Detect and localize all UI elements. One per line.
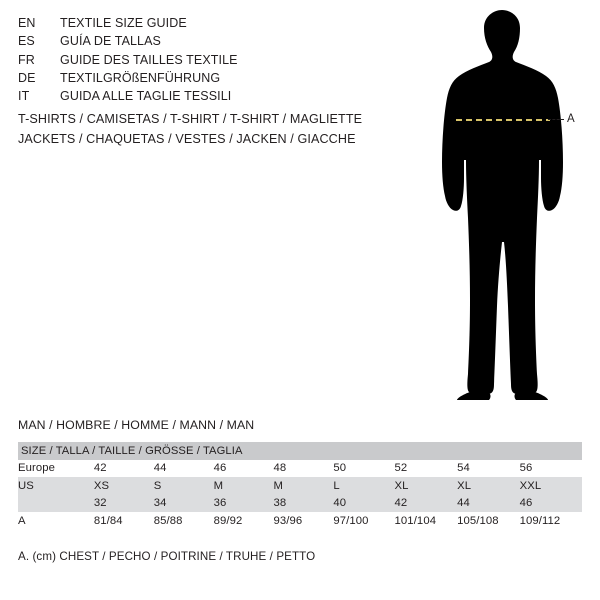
cell: M [273,477,333,495]
cell: 85/88 [154,512,214,530]
language-code: DE [18,70,36,85]
cell: 42 [94,460,154,478]
silhouette-icon [396,10,596,400]
language-header-block [18,14,388,105]
cell: 46 [214,460,274,478]
garment-type-block [18,110,418,149]
cell: 38 [273,495,333,513]
language-row [18,51,388,69]
language-text: TEXTILGRÖßENFÜHRUNG [60,70,221,85]
table-row [18,512,582,530]
cell: 32 [94,495,154,513]
cell: 36 [214,495,274,513]
cell: 97/100 [333,512,394,530]
table-header-label: SIZE / TALLA / TAILLE / GRÖSSE / TAGLIA [18,442,582,460]
size-table [18,442,582,530]
cell: 93/96 [273,512,333,530]
garment-line-jackets: JACKETS / CHAQUETAS / VESTES / JACKEN / GIACCHE [18,131,356,146]
cell: 101/104 [395,512,458,530]
footnote: A. (cm) CHEST / PECHO / POITRINE / TRUHE / PETTO [18,550,316,563]
cell: 109/112 [520,512,582,530]
garment-line-tshirts: T-SHIRTS / CAMISETAS / T-SHIRT / T-SHIRT / MAGLIETTE [18,112,363,126]
cell: XL [395,477,458,495]
cell: 54 [457,460,520,478]
cell: 46 [520,495,582,513]
cell: 56 [520,460,582,478]
table-row [18,460,582,478]
cell: XS [94,477,154,495]
row-label: A [18,512,94,530]
language-code: FR [18,52,35,67]
row-label: US [18,477,94,495]
language-row [18,32,388,50]
cell: 44 [457,495,520,513]
cell: L [333,477,394,495]
language-text: GUIDE DES TAILLES TEXTILE [60,52,238,67]
language-row [18,87,388,105]
row-label [18,495,94,513]
language-code: ES [18,34,35,49]
table-row [18,495,582,513]
cell: 40 [333,495,394,513]
cell: 52 [395,460,458,478]
language-text: GUIDA ALLE TAGLIE TESSILI [60,89,232,104]
cell: XXL [520,477,582,495]
language-row [18,69,388,87]
cell: 44 [154,460,214,478]
language-text: GUÍA DE TALLAS [60,34,161,49]
male-silhouette-figure [396,10,596,400]
cell: 81/84 [94,512,154,530]
cell: 50 [333,460,394,478]
row-label: Europe [18,460,94,478]
cell: XL [457,477,520,495]
table-row [18,477,582,495]
table-header-row [18,442,582,460]
cell: 34 [154,495,214,513]
cell: 89/92 [214,512,274,530]
measure-leader-line [548,119,564,120]
table-title: MAN / HOMBRE / HOMME / MANN / MAN [18,418,255,432]
language-code: IT [18,89,30,104]
cell: 42 [395,495,458,513]
cell: 48 [273,460,333,478]
language-code: EN [18,16,36,30]
language-text: TEXTILE SIZE GUIDE [60,16,187,30]
cell: 105/108 [457,512,520,530]
measure-label-a: A [567,113,575,125]
cell: S [154,477,214,495]
language-row [18,14,388,32]
cell: M [214,477,274,495]
